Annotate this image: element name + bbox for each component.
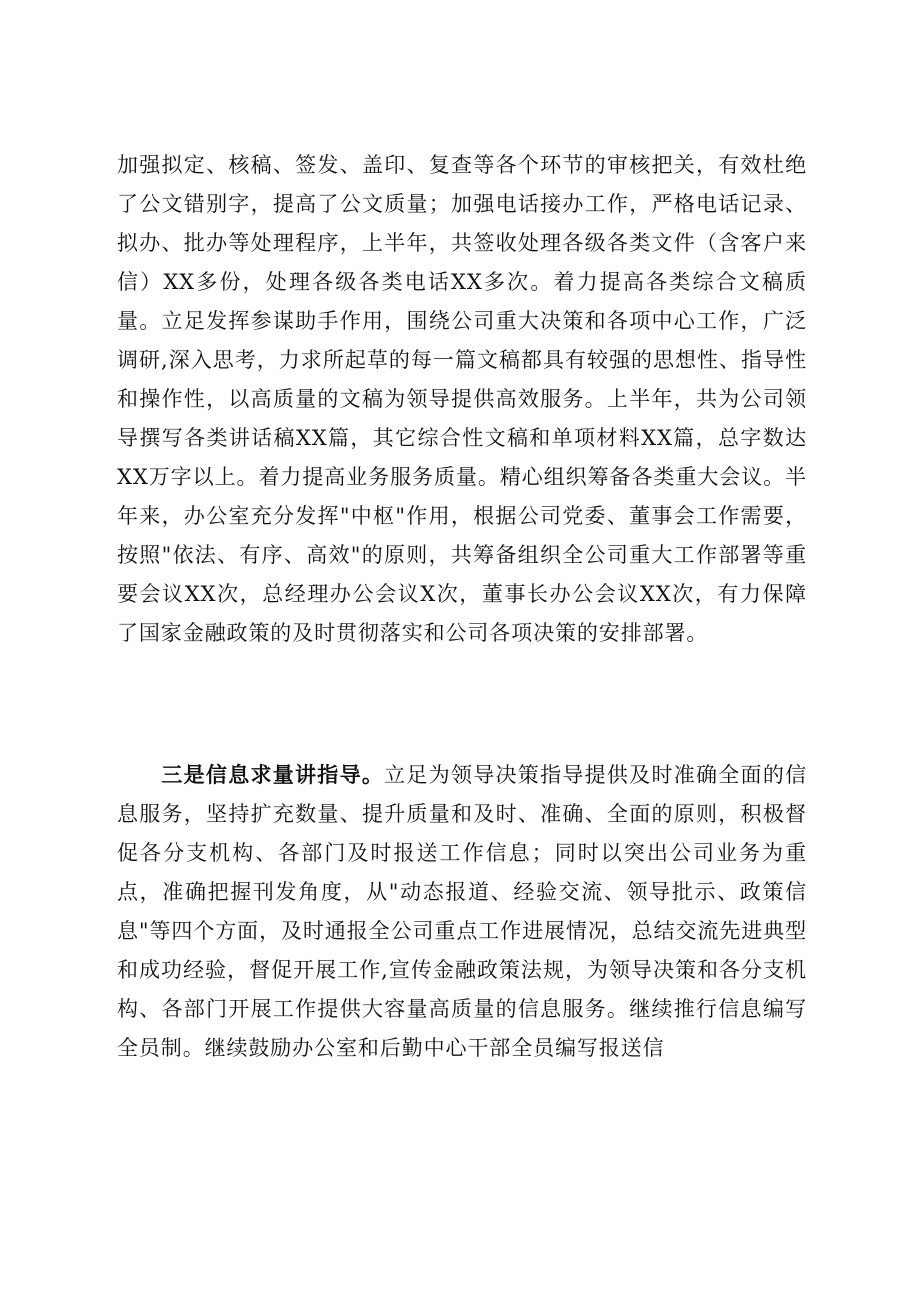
body-paragraph-2 bbox=[117, 755, 807, 1068]
body-paragraph-2-text: 立足为领导决策指导提供及时准确全面的信息服务，坚持扩充数量、提升质量和及时、准确、全面的原则，积极督促各分支机构、各部门及时报送工作信息；同时以突出公司业务为重点，准确把握刊发角度，从"动态报道、经验交流、领导批示、政策信息"等四个方面，及时通报全公司重点工作进展情况，总结交流先进典型和成功经验，督促开展工作,宣传金融政策法规，为领导决策和各分支机构、各部门开展工作提供大容量高质量的信息服务。继续推行信息编写全员制。继续鼓励办公室和后勤中心干部全员编写报送信 bbox=[117, 763, 807, 1060]
section-heading: 三是信息求量讲指导。 bbox=[161, 762, 385, 787]
body-paragraph-1: 加强拟定、核稿、签发、盖印、复查等各个环节的审核把关，有效杜绝了公文错别字，提高了公文质量；加强电话接办工作，严格电话记录、拟办、批办等处理程序，上半年，共签收处理各级各类文件（含客户来信）XX多份，处理各级各类电话XX多次。着力提高各类综合文稿质量。立足发挥参谋助手作用，围绕公司重大决策和各项中心工作，广泛调研,深入思考，力求所起草的每一篇文稿都具有较强的思想性、指导性和操作性，以高质量的文稿为领导提供高效服务。上半年，共为公司领导撰写各类讲话稿XX篇，其它综合性文稿和单项材料XX篇，总字数达XX万字以上。着力提高业务服务质量。精心组织筹备各类重大会议。半年来，办公室充分发挥"中枢"作用，根据公司党委、董事会工作需要，按照"依法、有序、高效"的原则，共筹备组织全公司重大工作部署等重要会议XX次，总经理办公会议X次，董事长办公会议XX次，有力保障了国家金融政策的及时贯彻落实和公司各项决策的安排部署。 bbox=[117, 153, 807, 645]
